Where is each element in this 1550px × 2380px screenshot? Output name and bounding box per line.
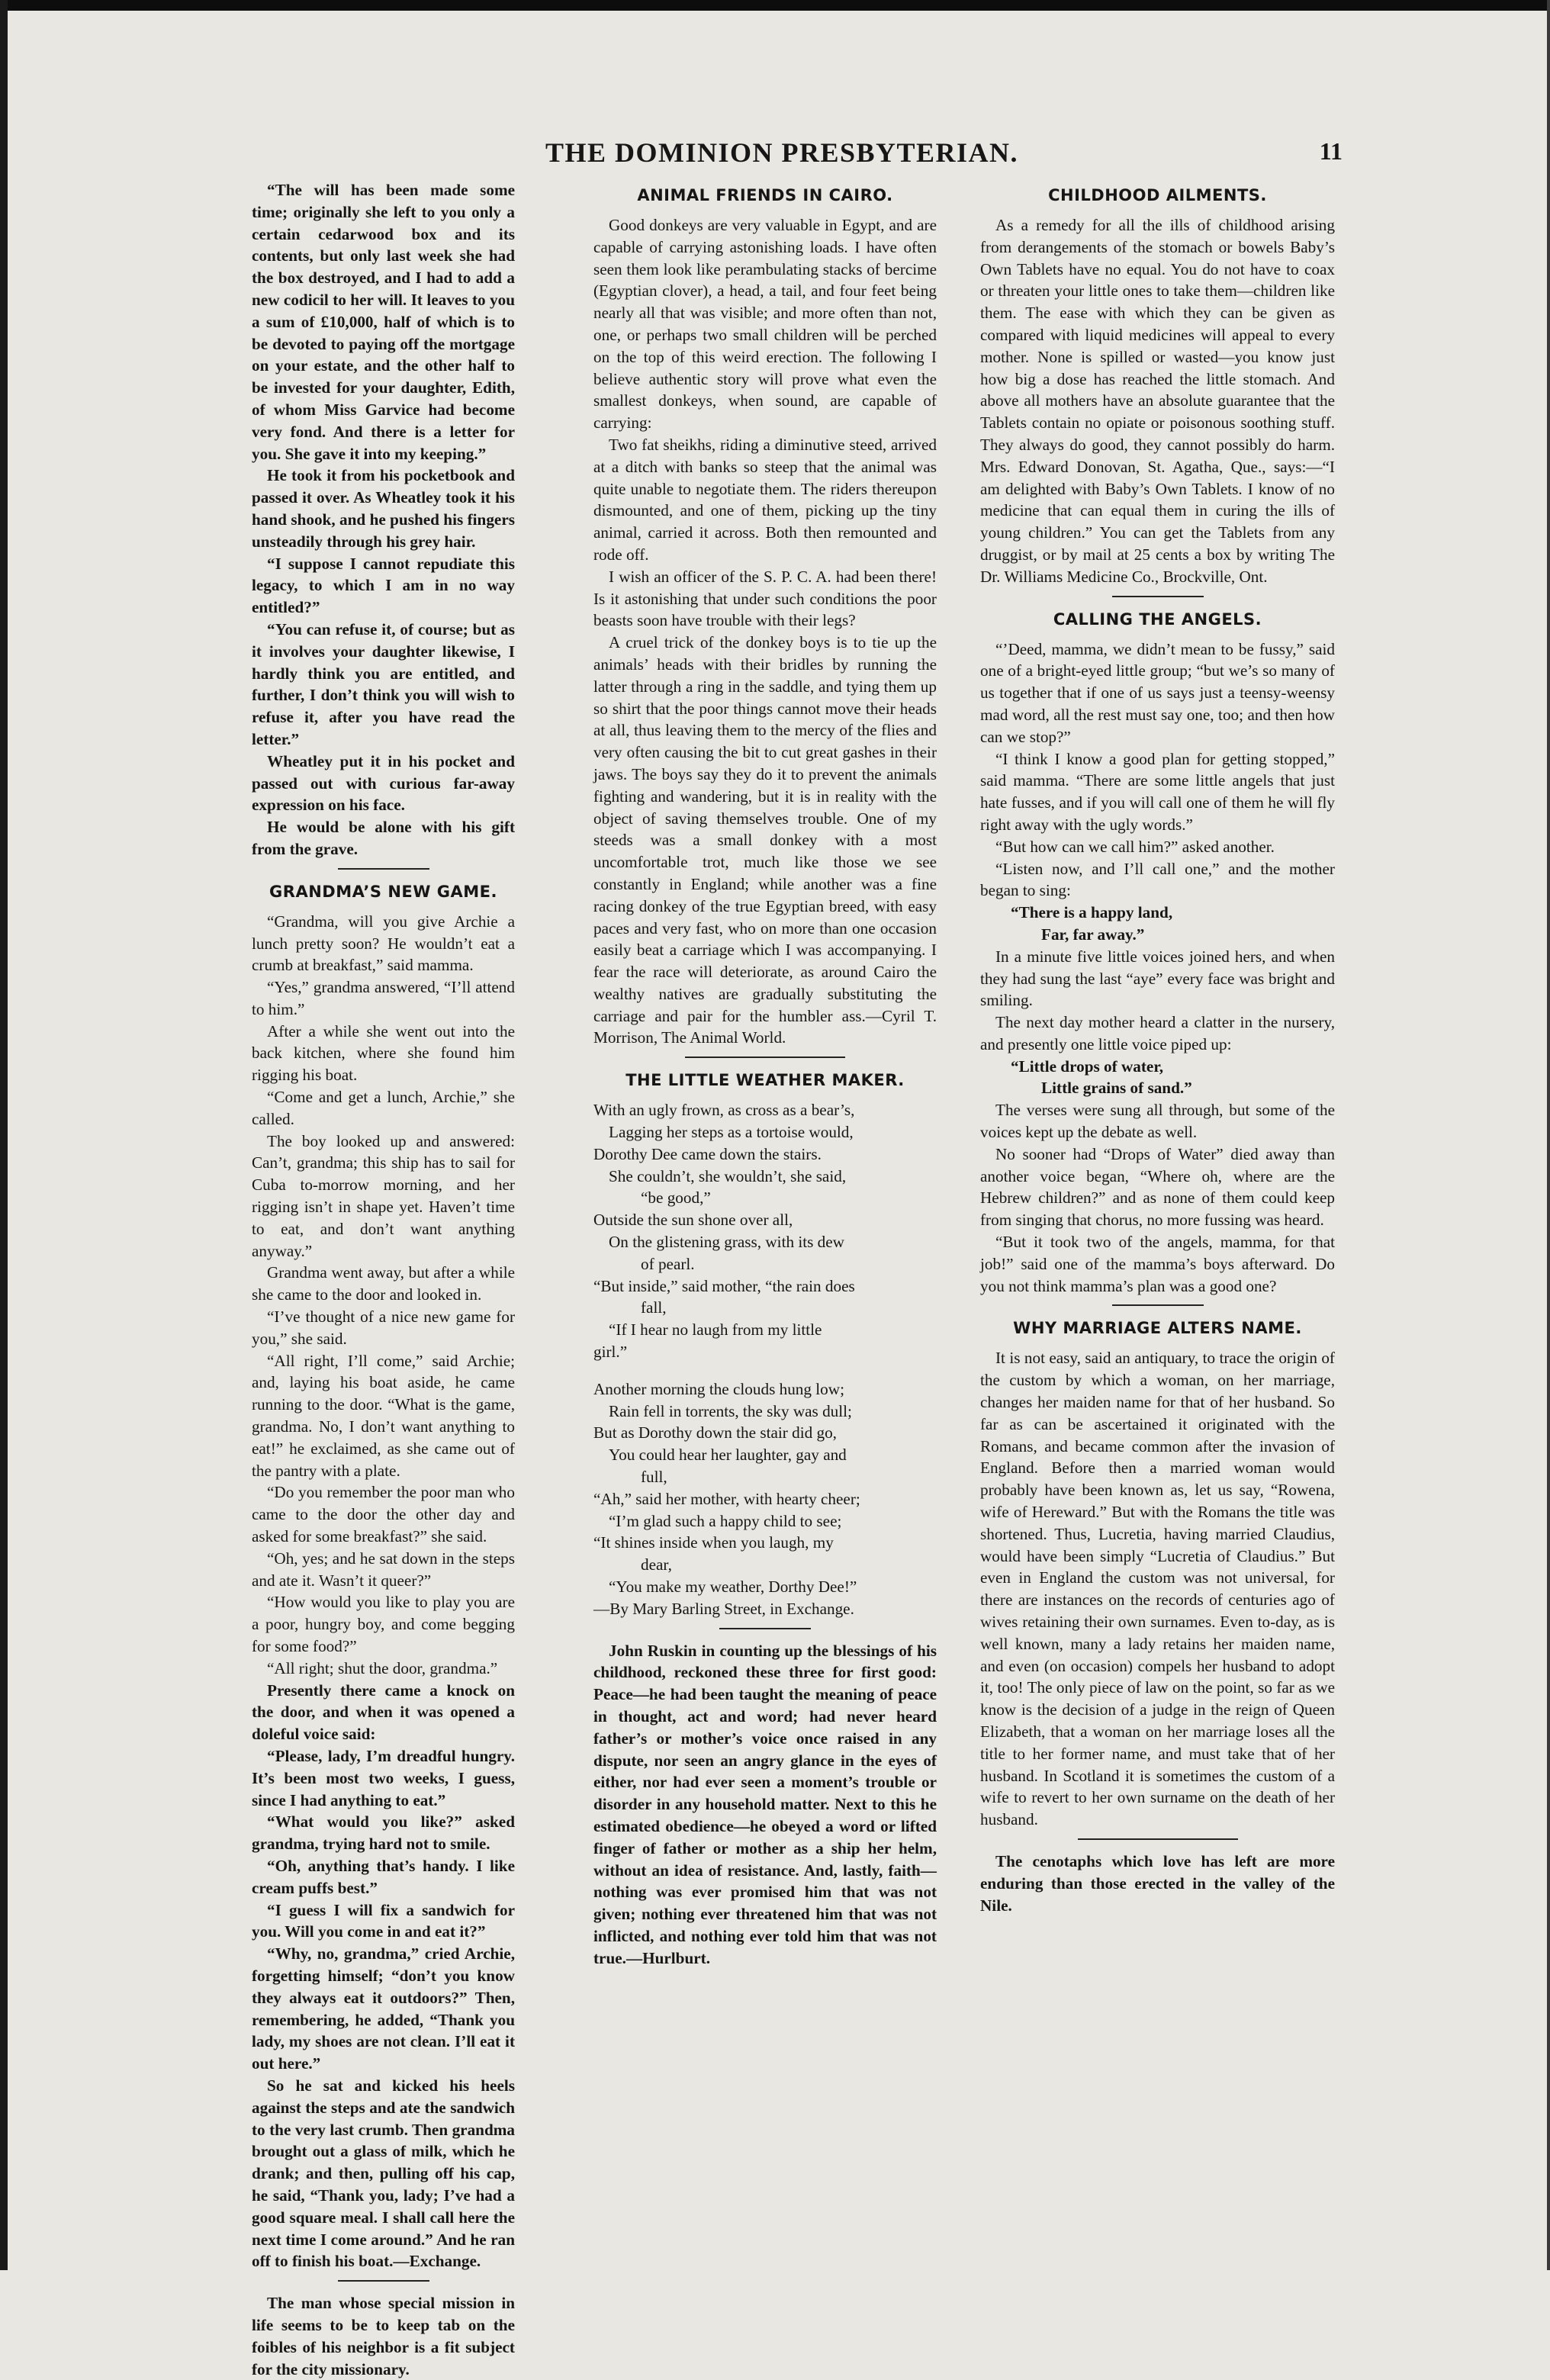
paragraph: “How would you like to play you are a poor, hungry boy, and come begging for some food?” bbox=[252, 1593, 515, 1655]
section-divider bbox=[1078, 1838, 1238, 1840]
scan-border-left bbox=[0, 0, 8, 2270]
paragraph: No sooner had “Drops of Water” died away than another voice began, “Where oh, where are the Hebrew children?” and as none of them could keep from singing that chorus, no more fussing was heard. bbox=[980, 1144, 1335, 1230]
poem-line: Outside the sun shone over all, bbox=[593, 1211, 793, 1230]
poem-line: dear, bbox=[641, 1555, 672, 1574]
poem-line: “I’m glad such a happy child to see; bbox=[609, 1511, 842, 1530]
paragraph: “All right, I’ll come,” said Archie; and, laying his boat aside, he came running to the door. “What is the game, grandma. No, I don’t want anything to eat!” he exclaimed, as she came out of the pantry with a plate. bbox=[252, 1351, 515, 1480]
paragraph: “’Deed, mamma, we didn’t mean to be fussy,” said one of a bright-eyed little group; “but we’s so many of us together that if one of us says just a teensy-weensy mad word, all the rest must say one, too; and then how can we stop?” bbox=[980, 639, 1335, 746]
poem-line: Rain fell in torrents, the sky was dull; bbox=[609, 1401, 852, 1420]
poem-line: “Ah,” said her mother, with hearty cheer; bbox=[593, 1489, 860, 1508]
column-left bbox=[252, 179, 515, 2380]
paragraph: “Why, no, grandma,” cried Archie, forgetting himself; “don’t you know they always eat it outdoors?” Then, remembering, he added, “Thank you lady, my shoes are not clean. I’ll eat it out here.” bbox=[252, 1944, 515, 2073]
poem-weather-maker bbox=[593, 1099, 937, 1619]
song-line: “Little drops of water, bbox=[1011, 1057, 1164, 1076]
section-divider bbox=[338, 2280, 429, 2282]
paragraph: Grandma went away, but after a while she came to the door and looked in. bbox=[252, 1263, 515, 1304]
paragraph: “Come and get a lunch, Archie,” she called. bbox=[252, 1088, 515, 1128]
paragraph: “I think I know a good plan for getting stopped,” said mamma. “There are some little angels that just hate fusses, and if you will call one of them he will fly right away with the ugly words.” bbox=[980, 749, 1335, 834]
poem-line: On the glistening grass, with its dew bbox=[609, 1233, 844, 1252]
poem-line: “But inside,” said mother, “the rain does bbox=[593, 1276, 855, 1295]
column-middle bbox=[580, 179, 942, 1970]
cenotaphs-note: The cenotaphs which love has left are more enduring than those erected in the valley of the Nile. bbox=[980, 1851, 1335, 1915]
page-number: 11 bbox=[1319, 137, 1343, 165]
paragraph: The boy looked up and answered: Can’t, grandma; this ship has to sail for Cuba to-morrow morning, and her rigging isn’t in shape yet. Haven’t time to eat, and don’t want anything anyway.” bbox=[252, 1131, 515, 1260]
paragraph: “You can refuse it, of course; but as it involves your daughter likewise, I hardly think you are entitled, and further, I don’t think you will wish to refuse it, after you have read the letter.” bbox=[252, 619, 515, 748]
poem-line: With an ugly frown, as cross as a bear’s, bbox=[593, 1101, 855, 1120]
paragraph: The next day mother heard a clatter in the nursery, and presently one little voice piped up: bbox=[980, 1013, 1335, 1053]
paragraph: After a while she went out into the back kitchen, where she found him rigging his boat. bbox=[252, 1021, 515, 1085]
paragraph: “Please, lady, I’m dreadful hungry. It’s been most two weeks, I guess, since I had anything to eat.” bbox=[252, 1746, 515, 1809]
paragraph: “Oh, yes; and he sat down in the steps and ate it. Wasn’t it queer?” bbox=[252, 1549, 515, 1590]
section-divider bbox=[719, 1628, 811, 1629]
story-ending bbox=[252, 179, 515, 860]
poem-line: She couldn’t, she wouldn’t, she said, bbox=[609, 1166, 847, 1185]
poem-line: You could hear her laughter, gay and bbox=[609, 1446, 847, 1465]
section-divider bbox=[338, 868, 429, 870]
scan-border-right bbox=[1547, 0, 1550, 2270]
paragraph: “I suppose I cannot repudiate this legacy, to which I am in no way entitled?” bbox=[252, 554, 515, 617]
paragraph: The verses were sung all through, but some of the voices kept up the debate as well. bbox=[980, 1101, 1335, 1142]
paragraph: In a minute five little voices joined hers, and when they had sung the last “aye” every face was bright and smiling. bbox=[980, 947, 1335, 1010]
poem-line: But as Dorothy down the stair did go, bbox=[593, 1423, 837, 1442]
missionary-note: The man whose special mission in life seems to be to keep tab on the foibles of his neighbor is a fit subject for the city missionary. bbox=[252, 2294, 515, 2378]
paragraph: So he sat and kicked his heels against the steps and ate the sandwich to the very last crumb. Then grandma brought out a glass of milk, which he drank; and then, pulling off his cap, he said, “Thank you, lady; I’ve had a good square meal. I shall call here the next time I come around.” And he ran off to finish his boat.—Exchange. bbox=[252, 2076, 515, 2271]
page-header bbox=[229, 130, 1343, 175]
paragraph: “Listen now, and I’ll call one,” and the mother began to sing: bbox=[980, 859, 1335, 900]
poem-line: “It shines inside when you laugh, my bbox=[593, 1533, 834, 1552]
paragraph: “Do you remember the poor man who came to the door the other day and asked for some breakfast?” she said. bbox=[252, 1483, 515, 1546]
newspaper-title: THE DOMINION PRESBYTERIAN. bbox=[545, 137, 1019, 168]
article-heading-animal-friends: ANIMAL FRIENDS IN CAIRO. bbox=[637, 186, 893, 204]
article-animal-friends bbox=[593, 214, 937, 1049]
paragraph: Two fat sheikhs, riding a diminutive steed, arrived at a ditch with banks so steep that the animal was quite unable to negotiate them. The riders thereupon dismounted, and one of them, picking up the tiny animal, carried it across. Both then remounted and rode off. bbox=[593, 435, 937, 564]
paragraph: A cruel trick of the donkey boys is to tie up the animals’ heads with their bridles by running the latter through a ring in the saddle, and tying them up so shirt that the poor things cannot move their heads at all, thus leaving them to the mercy of the flies and very often causing the bit to cut great gashes in their jaws. The boys say they do it to prevent the animals fighting and wandering, but it is in reality with the object of saving themselves trouble. One of my steeds was a small donkey with a most uncomfortable trot, much like those we see constantly in England; while another was a fine racing donkey of the true Egyptian breed, with easy paces and very fast, who on more than one occasion easily beat a carriage which I was accompanying. I fear the race will deteriorate, as around Cairo the wealthy natives are gradually substituting the carriage and pair for the humbler ass.—Cyril T. Morrison, The Animal World. bbox=[593, 633, 937, 1047]
article-childhood-ailments: As a remedy for all the ills of childhood arising from derangements of the stomach or bowels Baby’s Own Tablets have no equal. You do not have to coax or threaten your little ones to take them—children like them. The ease with which they can be given as compared with liquid medicines will appeal to every mother. None is spilled or wasted—you know just how big a dose has reached the little stomach. And above all mothers have an absolute guarantee that the Tablets contain no opiate or poisonous soothing stuff. They always do good, they cannot possibly do harm. Mrs. Edward Donovan, St. Agatha, Que., says:—“I am delighted with Baby’s Own Tablets. I know of no medicine that can equal them in curing the ills of young children.” You can get the Tablets from any druggist, or by mail at 25 cents a box by writing The Dr. Williams Medicine Co., Brockville, Ont. bbox=[980, 216, 1335, 586]
poem-line: Another morning the clouds hung low; bbox=[593, 1379, 844, 1398]
paragraph: “I guess I will fix a sandwich for you. Will you come in and eat it?” bbox=[252, 1900, 515, 1941]
ruskin-note: John Ruskin in counting up the blessings of his childhood, reckoned these three for first good: Peace—he had been taught the meaning of peace in thought, act and word; had never heard father’s or mother’s voice once raised in any dispute, nor seen an angry glance in the eyes of either, nor had ever seen a moment’s trouble or disorder in any household matter. Next to this he estimated obedience—he obeyed a word or lifted finger of father or mother as a ship her helm, without an idea of resistance. And, lastly, faith—nothing was ever promised him that was not given; nothing ever threatened him that was not inflicted, and nothing ever told him that was not true.—Hurlburt. bbox=[593, 1641, 937, 1967]
paragraph: Presently there came a knock on the door, and when it was opened a doleful voice said: bbox=[252, 1680, 515, 1744]
section-divider bbox=[1112, 1304, 1204, 1306]
article-grandma bbox=[252, 911, 515, 2272]
section-divider bbox=[685, 1057, 845, 1058]
article-calling-angels bbox=[980, 638, 1335, 1298]
poem-line: “If I hear no laugh from my little bbox=[609, 1320, 822, 1340]
poem-line: of pearl. bbox=[641, 1254, 695, 1273]
poem-line: —By Mary Barling Street, in Exchange. bbox=[593, 1599, 854, 1618]
paragraph: “I’ve thought of a nice new game for you,” she said. bbox=[252, 1307, 515, 1348]
song-line: Little grains of sand.” bbox=[1041, 1079, 1192, 1098]
paragraph: “Yes,” grandma answered, “I’ll attend to him.” bbox=[252, 978, 515, 1018]
paragraph: “What would you like?” asked grandma, trying hard not to smile. bbox=[252, 1812, 515, 1854]
poem-line: girl.” bbox=[593, 1343, 628, 1362]
poem-line: fall, bbox=[641, 1298, 667, 1317]
article-heading-grandma: GRANDMA’S NEW GAME. bbox=[269, 882, 497, 901]
article-marriage-name: It is not easy, said an antiquary, to trace the origin of the custom by which a woman, on her marriage, changes her maiden name for that of her husband. So far as can be ascertained it originated with the Romans, and became common after the invasion of England. Before then a married woman would probably have been known as, let us say, “Rowena, wife of Hereward.” But with the Romans the title was shortened. Thus, Lucretia, having married Claudius, would have been simply “Lucretia of Claudius.” But even in England the custom was not universal, for there are instances on the records of centuries ago of wives retaining their own surnames. Even to-day, as is well known, many a lady retains her maiden name, and even (on occasion) compels her husband to adopt it, too! The only piece of law on the point, so far as we know is the decision of a judge in the reign of Queen Elizabeth, that a woman on her marriage loses all the title to her former name, and must take that of her husband. In Scotland it is sometimes the custom of a wife to revert to her own surname on the death of her husband. bbox=[980, 1349, 1335, 1829]
poem-line: “You make my weather, Dorthy Dee!” bbox=[609, 1578, 857, 1597]
section-divider bbox=[1112, 596, 1204, 597]
paragraph: He would be alone with his gift from the grave. bbox=[252, 818, 515, 858]
poem-line: Dorothy Dee came down the stairs. bbox=[593, 1144, 822, 1163]
paragraph: “But how can we call him?” asked another. bbox=[995, 837, 1275, 856]
poem-line: Lagging her steps as a tortoise would, bbox=[609, 1123, 854, 1142]
poem-line: “be good,” bbox=[641, 1188, 711, 1208]
paragraph: “The will has been made some time; originally she left to you only a certain cedarwood box and its contents, but only last week she had the box destroyed, and I had to add a new codicil to her will. It leaves to you a sum of £10,000, half of which is to be devoted to paying off the mortgage on your estate, and the other half to be invested for your daughter, Edith, of whom Miss Garvice had become very fond. And there is a letter for you. She gave it into my keeping.” bbox=[252, 181, 515, 463]
paragraph: “But it took two of the angels, mamma, for that job!” said one of the mamma’s boys afterward. Do you not think mamma’s plan was a good one? bbox=[980, 1233, 1335, 1295]
paragraph: He took it from his pocketbook and passed it over. As Wheatley took it his hand shook, and he pushed his fingers unsteadily through his grey hair. bbox=[252, 466, 515, 551]
paragraph: I wish an officer of the S. P. C. A. had been there! Is it astonishing that under such conditions the poor beasts soon have trouble with their legs? bbox=[593, 567, 937, 630]
scan-border-top bbox=[0, 0, 1550, 11]
paragraph: “All right; shut the door, grandma.” bbox=[267, 1658, 498, 1677]
song-line: “There is a happy land, bbox=[1011, 903, 1173, 922]
article-heading-childhood: CHILDHOOD AILMENTS. bbox=[1048, 186, 1267, 204]
song-line: Far, far away.” bbox=[1041, 925, 1145, 944]
poem-line: full, bbox=[641, 1468, 667, 1487]
paragraph: Good donkeys are very valuable in Egypt, and are capable of carrying astonishing loads. I have often seen them look like perambulating stacks of bercime (Egyptian clover), a head, a tail, and four feet being nearly all that was visible; and more often than not, one, or perhaps two small children will be perched on the top of this weird erection. The following I believe authentic story will prove what even the smallest donkeys, when sound, are capable of carrying: bbox=[593, 216, 937, 433]
paragraph: “Grandma, will you give Archie a lunch pretty soon? He wouldn’t eat a crumb at breakfast,” said mamma. bbox=[252, 912, 515, 975]
article-heading-marriage: WHY MARRIAGE ALTERS NAME. bbox=[1013, 1319, 1302, 1338]
paragraph: Wheatley put it in his pocket and passed out with curious far-away expression on his face. bbox=[252, 751, 515, 815]
article-heading-angels: CALLING THE ANGELS. bbox=[1053, 609, 1262, 629]
article-heading-weather-maker: THE LITTLE WEATHER MAKER. bbox=[625, 1071, 905, 1090]
paragraph: “Oh, anything that’s handy. I like cream puffs best.” bbox=[252, 1856, 515, 1897]
stanza-gap bbox=[593, 1363, 937, 1378]
column-right bbox=[950, 179, 1335, 1916]
